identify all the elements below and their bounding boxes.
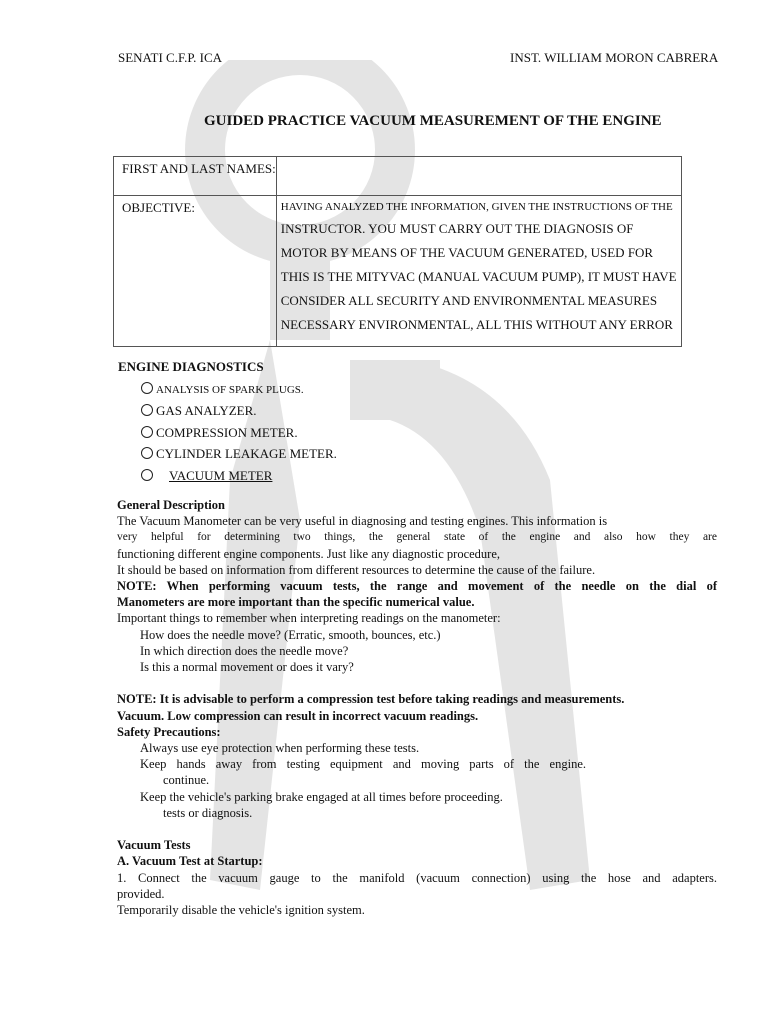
section-heading: A. Vacuum Test at Startup: [117, 854, 263, 869]
diagnostic-item: COMPRESSION METER. [141, 425, 298, 441]
objective-line: CONSIDER ALL SECURITY AND ENVIRONMENTAL MEASURES [280, 293, 658, 308]
paragraph-line: 1. Connect the vacuum gauge to the manifold (vacuum connection) using the hose and adapters. [117, 870, 717, 885]
precaution-line: continue. [163, 773, 210, 788]
diagnostic-item: ANALYSIS OF SPARK PLUGS. [141, 382, 304, 396]
diagnostic-item: CYLINDER LEAKAGE METER. [141, 446, 337, 462]
note-line: Vacuum. Low compression can result in incorrect vacuum readings. [117, 708, 479, 723]
names-label-cell [114, 157, 277, 196]
objective-line: HAVING ANALYZED THE INFORMATION, GIVEN THE INSTRUCTIONS OF THE [280, 201, 673, 213]
precaution-line: Keep the vehicle's parking brake engaged at all times before proceeding. [140, 789, 503, 804]
circle-bullet-icon [141, 447, 153, 459]
diagnostic-item: GAS ANALYZER. [141, 403, 257, 419]
paragraph-line: provided. [117, 886, 165, 901]
paragraph-line: The Vacuum Manometer can be very useful in diagnosing and testing engines. This information is [117, 514, 608, 529]
note-line: NOTE: It is advisable to perform a compression test before taking readings and measurements. [117, 692, 625, 707]
circle-bullet-icon [141, 426, 153, 438]
paragraph-line: Important things to remember when interpreting readings on the manometer: [117, 611, 501, 626]
precaution-line: Keep hands away from testing equipment and moving parts of the engine. [140, 757, 586, 772]
header-instructor: INST. WILLIAM MORON CABRERA [510, 50, 719, 65]
paragraph-line: Temporarily disable the vehicle's ignition system. [117, 903, 365, 918]
diagnostics-title: ENGINE DIAGNOSTICS [118, 359, 264, 374]
objective-text-cell [276, 196, 681, 347]
objective-label-cell [114, 196, 277, 347]
paragraph-line: very helpful for determining two things, the general state of the engine and also how they are [117, 531, 717, 544]
names-label: FIRST AND LAST NAMES: [122, 161, 276, 176]
question-line: In which direction does the needle move? [140, 643, 349, 658]
question-line: How does the needle move? (Erratic, smooth, bounces, etc.) [140, 627, 441, 642]
objective-label: OBJECTIVE: [122, 200, 195, 215]
document-body [117, 497, 717, 918]
objective-line: MOTOR BY MEANS OF THE VACUUM GENERATED, USED FOR [280, 245, 654, 260]
precaution-line: tests or diagnosis. [163, 805, 253, 820]
diagnostic-item: VACUUM METER [141, 468, 272, 484]
circle-bullet-icon [141, 469, 153, 481]
section-heading: General Description [117, 498, 225, 512]
paragraph-line: It should be based on information from different resources to determine the cause of the failure. [117, 562, 596, 577]
objective-line: NECESSARY ENVIRONMENTAL, ALL THIS WITHOUT ANY ERROR [280, 317, 673, 332]
header-institution: SENATI C.F.P. ICA [118, 50, 223, 65]
objective-line: INSTRUCTOR. YOU MUST CARRY OUT THE DIAGNOSIS OF [280, 221, 634, 236]
section-heading: Vacuum Tests [117, 838, 191, 853]
precaution-line: Always use eye protection when performing these tests. [140, 741, 420, 756]
note-line: NOTE: When performing vacuum tests, the range and movement of the needle on the dial of [117, 579, 717, 594]
circle-bullet-icon [141, 382, 153, 394]
page-title: GUIDED PRACTICE VACUUM MEASUREMENT OF THE ENGINE [204, 113, 662, 129]
objective-line: THIS IS THE MITYVAC (MANUAL VACUUM PUMP), IT MUST HAVE [280, 269, 677, 284]
circle-bullet-icon [141, 404, 153, 416]
note-line: Manometers are more important than the specific numerical value. [117, 595, 475, 610]
names-input-cell[interactable] [276, 157, 681, 196]
section-heading: Safety Precautions: [117, 724, 221, 739]
paragraph-line: functioning different engine components. Just like any diagnostic procedure, [117, 546, 501, 561]
student-form-table [113, 156, 682, 347]
question-line: Is this a normal movement or does it vary? [140, 660, 354, 675]
